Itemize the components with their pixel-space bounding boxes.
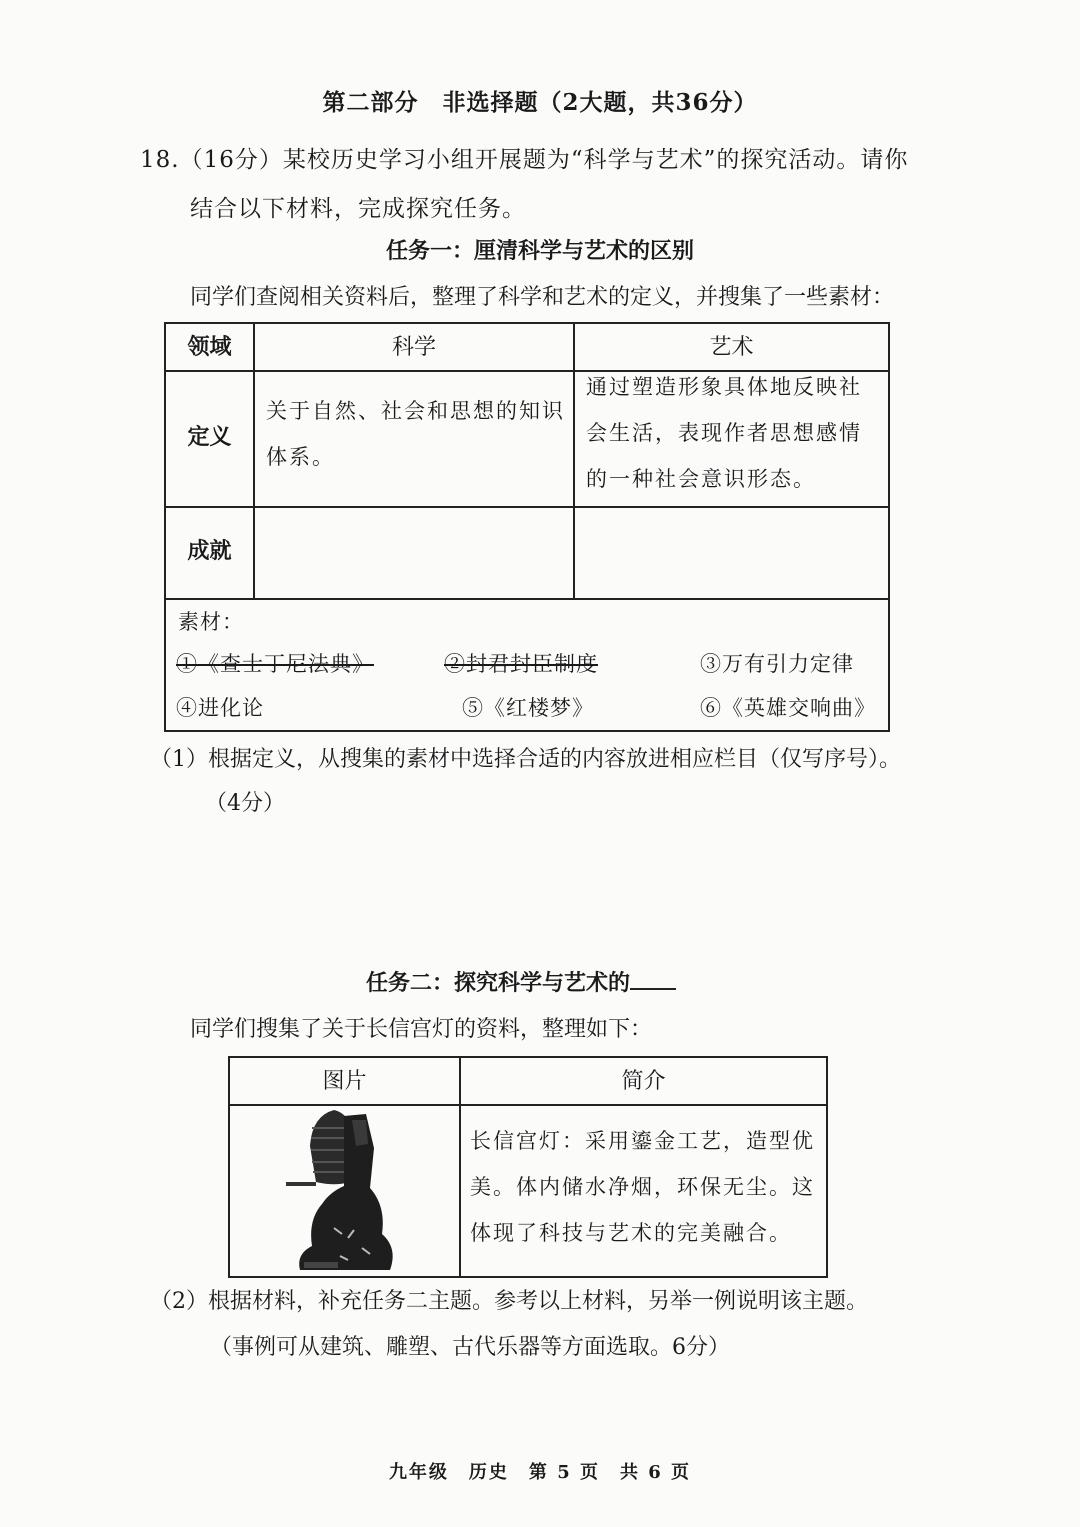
section-heading: 第二部分 非选择题（2大题，共36分） <box>322 89 758 116</box>
science-definition: 关于自然、社会和思想的知识体系。 <box>266 399 565 469</box>
material-item: ⑤《红楼梦》 <box>462 696 594 720</box>
material-item: ④进化论 <box>176 696 264 720</box>
task2-title: 任务二：探究科学与艺术的 <box>366 966 676 997</box>
task2-table <box>228 1056 828 1278</box>
task1-table <box>164 322 890 732</box>
header-field: 领域 <box>187 334 232 360</box>
science-achievement-cell[interactable] <box>255 508 573 598</box>
art-achievement-cell[interactable] <box>575 508 888 598</box>
header-picture: 图片 <box>322 1069 367 1094</box>
question-1-line1: （1）根据定义，从搜集的素材中选择合适的内容放进相应栏目（仅写序号）。 <box>150 747 901 772</box>
question-18-stem-line2: 结合以下材料，完成探究任务。 <box>190 196 526 222</box>
question-18-stem-line1: 18.（16分）某校历史学习小组开展题为“科学与艺术”的探究活动。请你 <box>140 147 909 173</box>
materials-label: 素材： <box>178 610 244 634</box>
material-item: ①《查士丁尼法典》 <box>176 652 374 676</box>
task1-intro: 同学们查阅相关资料后，整理了科学和艺术的定义，并搜集了一些素材： <box>190 285 895 310</box>
question-1-line2: （4分） <box>205 791 285 816</box>
question-2-line2: （事例可从建筑、雕塑、古代乐器等方面选取。6分） <box>210 1335 730 1360</box>
row-definition-label: 定义 <box>187 424 232 450</box>
header-art: 艺术 <box>709 335 754 360</box>
task2-intro: 同学们搜集了关于长信宫灯的资料，整理如下： <box>190 1017 653 1042</box>
material-item: ②封君封臣制度 <box>444 652 598 676</box>
row-achievement-label: 成就 <box>187 538 232 564</box>
header-science: 科学 <box>391 335 436 360</box>
art-definition: 通过塑造形象具体地反映社会生活，表现作者思想感情的一种社会意识形态。 <box>586 375 862 491</box>
changxin-palace-lamp-image <box>282 1108 412 1274</box>
lamp-description: 长信宫灯：采用鎏金工艺，造型优美。体内储水净烟，环保无尘。这体现了科技与艺术的完美融合。 <box>470 1129 815 1245</box>
answer-blank[interactable] <box>630 968 676 990</box>
page-footer: 九年级 历史 第 5 页 共 6 页 <box>388 1462 692 1483</box>
header-intro: 简介 <box>621 1069 666 1094</box>
task1-title: 任务一：厘清科学与艺术的区别 <box>385 238 694 264</box>
material-item: ⑥《英雄交响曲》 <box>700 696 876 720</box>
material-item: ③万有引力定律 <box>700 652 854 676</box>
question-2-line1: （2）根据材料，补充任务二主题。参考以上材料，另举一例说明该主题。 <box>150 1289 868 1314</box>
